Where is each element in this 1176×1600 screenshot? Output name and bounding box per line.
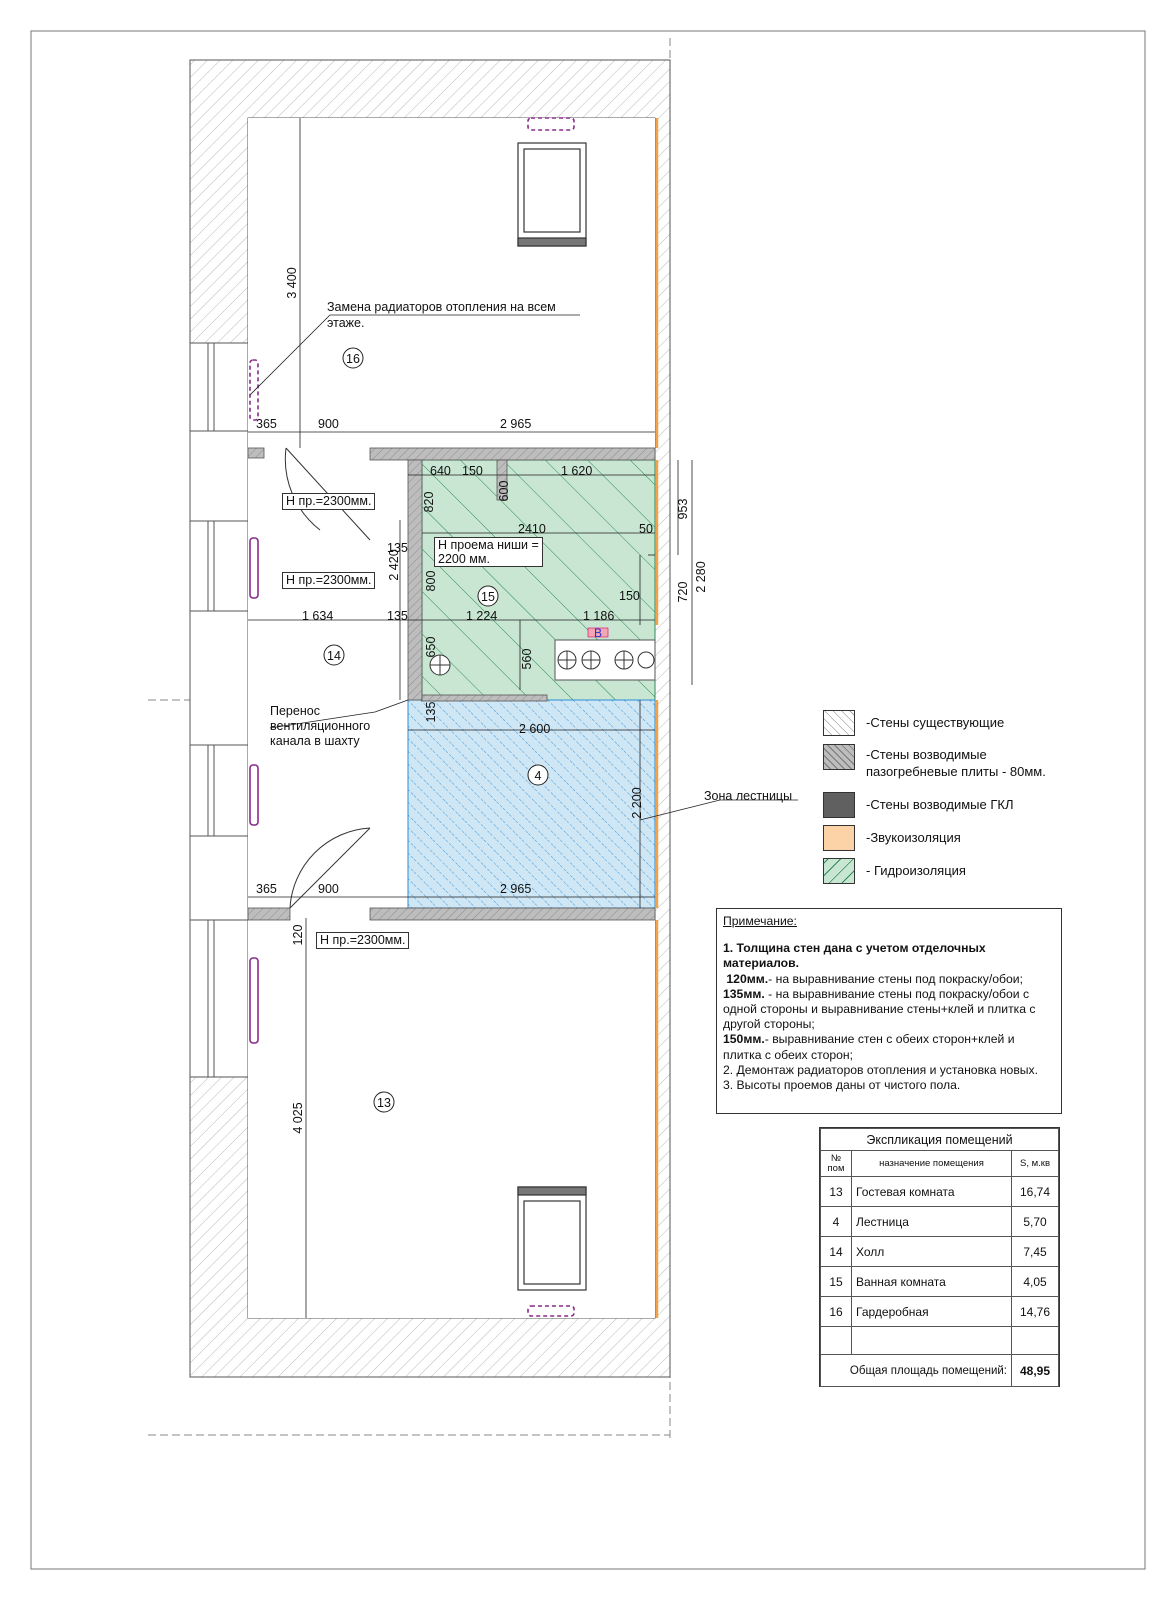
note-120: 120мм.- на выравнивание стены под покраску/обои; [726, 971, 1023, 986]
dim-2200: 2 200 [630, 787, 644, 819]
room-number-16: 16 [346, 352, 360, 366]
legend-label-waterproof: - Гидроизоляция [866, 863, 966, 878]
legend-swatch-sound [823, 825, 855, 851]
table-row-empty [821, 1327, 1059, 1355]
dim-50: 50 [639, 522, 653, 536]
table-row: 15 Ванная комната 4,05 [821, 1267, 1059, 1297]
dim-4025: 4 025 [291, 1102, 305, 1134]
room-14-area [248, 448, 408, 918]
dim-1224: 1 224 [466, 609, 498, 623]
explication-total-label: Общая площадь помещений: [821, 1355, 1012, 1387]
note-150: 150мм.- выравнивание стен с обеих сторон+клей и плитка с обеих сторон; [723, 1032, 1015, 1062]
dim-150-b: 150 [619, 589, 640, 603]
table-row: 13 Гостевая комната 16,74 [821, 1177, 1059, 1207]
room-number-14: 14 [327, 649, 341, 663]
dim-135-a: 135 [387, 541, 408, 555]
explication-title: Экспликация помещений [821, 1129, 1059, 1151]
dim-1620: 1 620 [561, 464, 593, 478]
explication-header-area: S, м.кв [1012, 1151, 1059, 1177]
legend-label-sound: -Звукоизоляция [866, 830, 961, 845]
dim-650: 650 [424, 636, 438, 658]
niche-height-box: Н проема ниши = 2200 мм. [434, 537, 543, 567]
dim-135-c: 135 [424, 701, 438, 723]
dim-953: 953 [676, 498, 690, 520]
door-height-box-1: Н пр.=2300мм. [282, 493, 375, 510]
legend-swatch-waterproof [823, 858, 855, 884]
legend-label-gkl: -Стены возводимые ГКЛ [866, 797, 1014, 812]
dim-820: 820 [422, 491, 436, 513]
dim-3400: 3 400 [285, 267, 299, 299]
door-height-box-3: Н пр.=2300мм. [316, 932, 409, 949]
vent-callout: Перенос вентиляционного канала в шахту [270, 704, 371, 748]
notes-title: Примечание: [723, 914, 797, 928]
dim-150-a: 150 [462, 464, 483, 478]
dim-1186: 1 186 [583, 609, 615, 623]
dim-1634: 1 634 [302, 609, 334, 623]
radiator-callout: Замена радиаторов отопления на всем этаже. [327, 300, 556, 330]
table-row: 4 Лестница 5,70 [821, 1207, 1059, 1237]
room-number-13: 13 [377, 1096, 391, 1110]
room-number-15: 15 [481, 590, 495, 604]
dim-2280: 2 280 [694, 561, 708, 593]
dim-365-top: 365 [256, 417, 277, 431]
dim-560: 560 [520, 648, 534, 670]
explication-total-value: 48,95 [1012, 1355, 1059, 1387]
explication-table [819, 1127, 1060, 1387]
note-2: 2. Демонтаж радиаторов отопления и установка новых. [723, 1062, 1039, 1077]
dim-600: 600 [497, 480, 511, 502]
skylight-bottom [518, 1187, 586, 1290]
b-marker-label: В [593, 626, 603, 640]
room-16-area [248, 118, 655, 448]
note-3: 3. Высоты проемов даны от чистого пола. [723, 1078, 961, 1093]
notes-box [716, 908, 1062, 1114]
note-1: 1. Толщина стен дана с учетом отделочных материалов. [723, 941, 986, 971]
legend-swatch-partition [823, 744, 855, 770]
dim-2965-top: 2 965 [500, 417, 532, 431]
legend-swatch-existing [823, 710, 855, 736]
dim-800: 800 [424, 570, 438, 592]
dim-2410: 2410 [518, 522, 546, 536]
table-row: 14 Холл 7,45 [821, 1237, 1059, 1267]
dim-2600: 2 600 [519, 722, 551, 736]
dim-365-bot: 365 [256, 882, 277, 896]
note-135: 135мм. - на выравнивание стены под покраску/обои с одной стороны и выравнивание стены+клей и плитка с другой стороны; [723, 986, 1036, 1032]
dim-640: 640 [430, 464, 451, 478]
dim-120: 120 [291, 924, 305, 946]
door-height-box-2: Н пр.=2300мм. [282, 572, 375, 589]
dim-2420: 2 420 [387, 549, 401, 581]
dim-135-b: 135 [387, 609, 408, 623]
dim-720: 720 [676, 581, 690, 603]
dim-2965-bot: 2 965 [500, 882, 532, 896]
dim-900-bot: 900 [318, 882, 339, 896]
table-row: 16 Гардеробная 14,76 [821, 1297, 1059, 1327]
skylight-top [518, 143, 586, 246]
legend-label-partition: -Стены возводимые пазогребневые плиты - 80мм. [866, 747, 1046, 779]
explication-header-num: № пом [821, 1151, 852, 1177]
dim-900-top: 900 [318, 417, 339, 431]
room-13-area [248, 918, 655, 1318]
legend-swatch-gkl [823, 792, 855, 818]
room-number-4: 4 [534, 769, 542, 783]
legend-label-existing: -Стены существующие [866, 715, 1005, 730]
stair-callout: Зона лестницы [704, 789, 793, 803]
explication-header-name: назначение помещения [852, 1151, 1012, 1177]
